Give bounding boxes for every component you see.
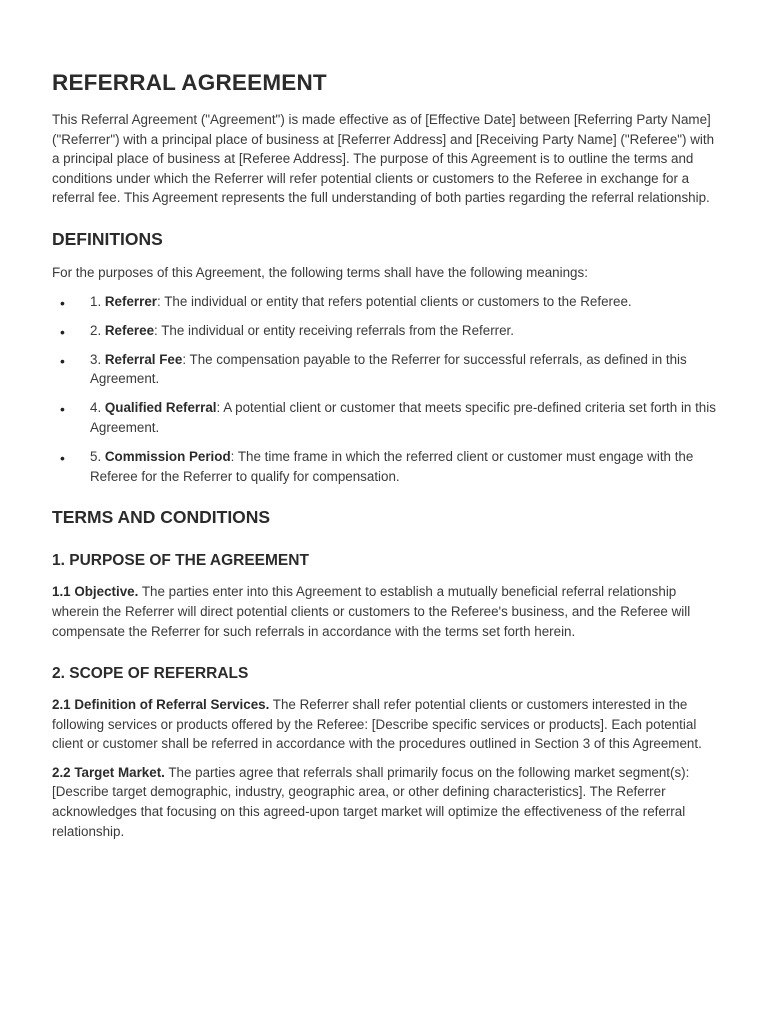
list-item [52, 292, 722, 312]
section-1-heading: 1. PURPOSE OF THE AGREEMENT [52, 552, 309, 570]
clause-2-1 [52, 695, 722, 754]
definition-number: 2. [90, 322, 105, 338]
definition-text: : The time frame in which the referred client or customer must engage with the Referee for the Referrer to qualify for compensation. [90, 449, 694, 484]
clause-text: The parties enter into this Agreement to establish a mutually beneficial referral relationship wherein the Referrer will direct potential clients or customers to the Referee's business, and the Referee will compensate the Referrer for such referrals in accordance with the terms set forth herein. [52, 584, 691, 639]
definition-number: 3. [90, 351, 105, 367]
definition-number: 1. [90, 293, 105, 309]
definition-text: : A potential client or customer that meets specific pre-defined criteria set forth in this Agreement. [90, 400, 716, 436]
definition-term: Referral Fee [104, 351, 183, 367]
definition-text: : The individual or entity receiving referrals from the Referrer. [154, 322, 514, 338]
definitions-intro: For the purposes of this Agreement, the following terms shall have the following meanings: [52, 264, 588, 280]
definition-term: Commission Period [104, 449, 231, 465]
definition-number: 5. [90, 449, 105, 465]
list-item [52, 447, 722, 486]
bullet-icon: • [60, 294, 65, 311]
terms-heading: TERMS AND CONDITIONS [52, 507, 271, 528]
bullet-icon: • [60, 401, 65, 418]
clause-2-2 [52, 763, 722, 841]
document-title: REFERRAL AGREEMENT [52, 70, 327, 95]
section-2-heading: 2. SCOPE OF REFERRALS [52, 665, 249, 683]
intro-paragraph: This Referral Agreement ("Agreement") is made effective as of [Effective Date] between [Referring Party Name] ("Referrer") with a principal place of business at [Referrer Address] and [Receiving Party Name] ("Referee") with a principal place of business at [Referee Address]. The purpose of this Agreement is to outline the terms and conditions under which the Referrer will refer potential clients or customers to the Referee in exchange for a referral fee. This Agreement represents the full understanding of both parties regarding the referral relationship. [52, 112, 715, 206]
list-item [52, 350, 722, 389]
bullet-icon: • [60, 450, 65, 467]
definition-term: Referee [104, 322, 155, 338]
definitions-list [52, 292, 722, 487]
clause-label: 2.1 Definition of Referral Services. [52, 697, 270, 713]
definition-text: : The individual or entity that refers potential clients or customers to the Referee. [157, 293, 632, 309]
definition-term: Referrer [104, 293, 157, 309]
bullet-icon: • [60, 352, 65, 369]
bullet-icon: • [60, 323, 65, 340]
list-item [52, 321, 722, 341]
definition-term: Qualified Referral [104, 400, 217, 416]
definitions-heading: DEFINITIONS [52, 228, 163, 249]
clause-1-1 [52, 582, 722, 641]
clause-text: The Referrer shall refer potential clients or customers interested in the following services or products offered by the Referee: [Describe specific services or products]. Each potential client or customer shall be referred in accordance with the procedures outlined in Section 3 of this Agreement. [52, 697, 702, 752]
definition-number: 4. [90, 400, 105, 416]
document-page [52, 70, 722, 850]
clause-label: 2.2 Target Market. [52, 764, 165, 780]
list-item [52, 398, 722, 437]
clause-label: 1.1 Objective. [52, 584, 139, 600]
clause-text: The parties agree that referrals shall primarily focus on the following market segment(s): [Describe target demographic, industry, geographic area, or other defining characteristics]. The Referrer acknowledges that focusing on this agreed-upon target market will optimize the effectiveness of the referral relationship. [52, 764, 690, 839]
definition-text: : The compensation payable to the Referrer for successful referrals, as defined in this Agreement. [90, 351, 687, 387]
